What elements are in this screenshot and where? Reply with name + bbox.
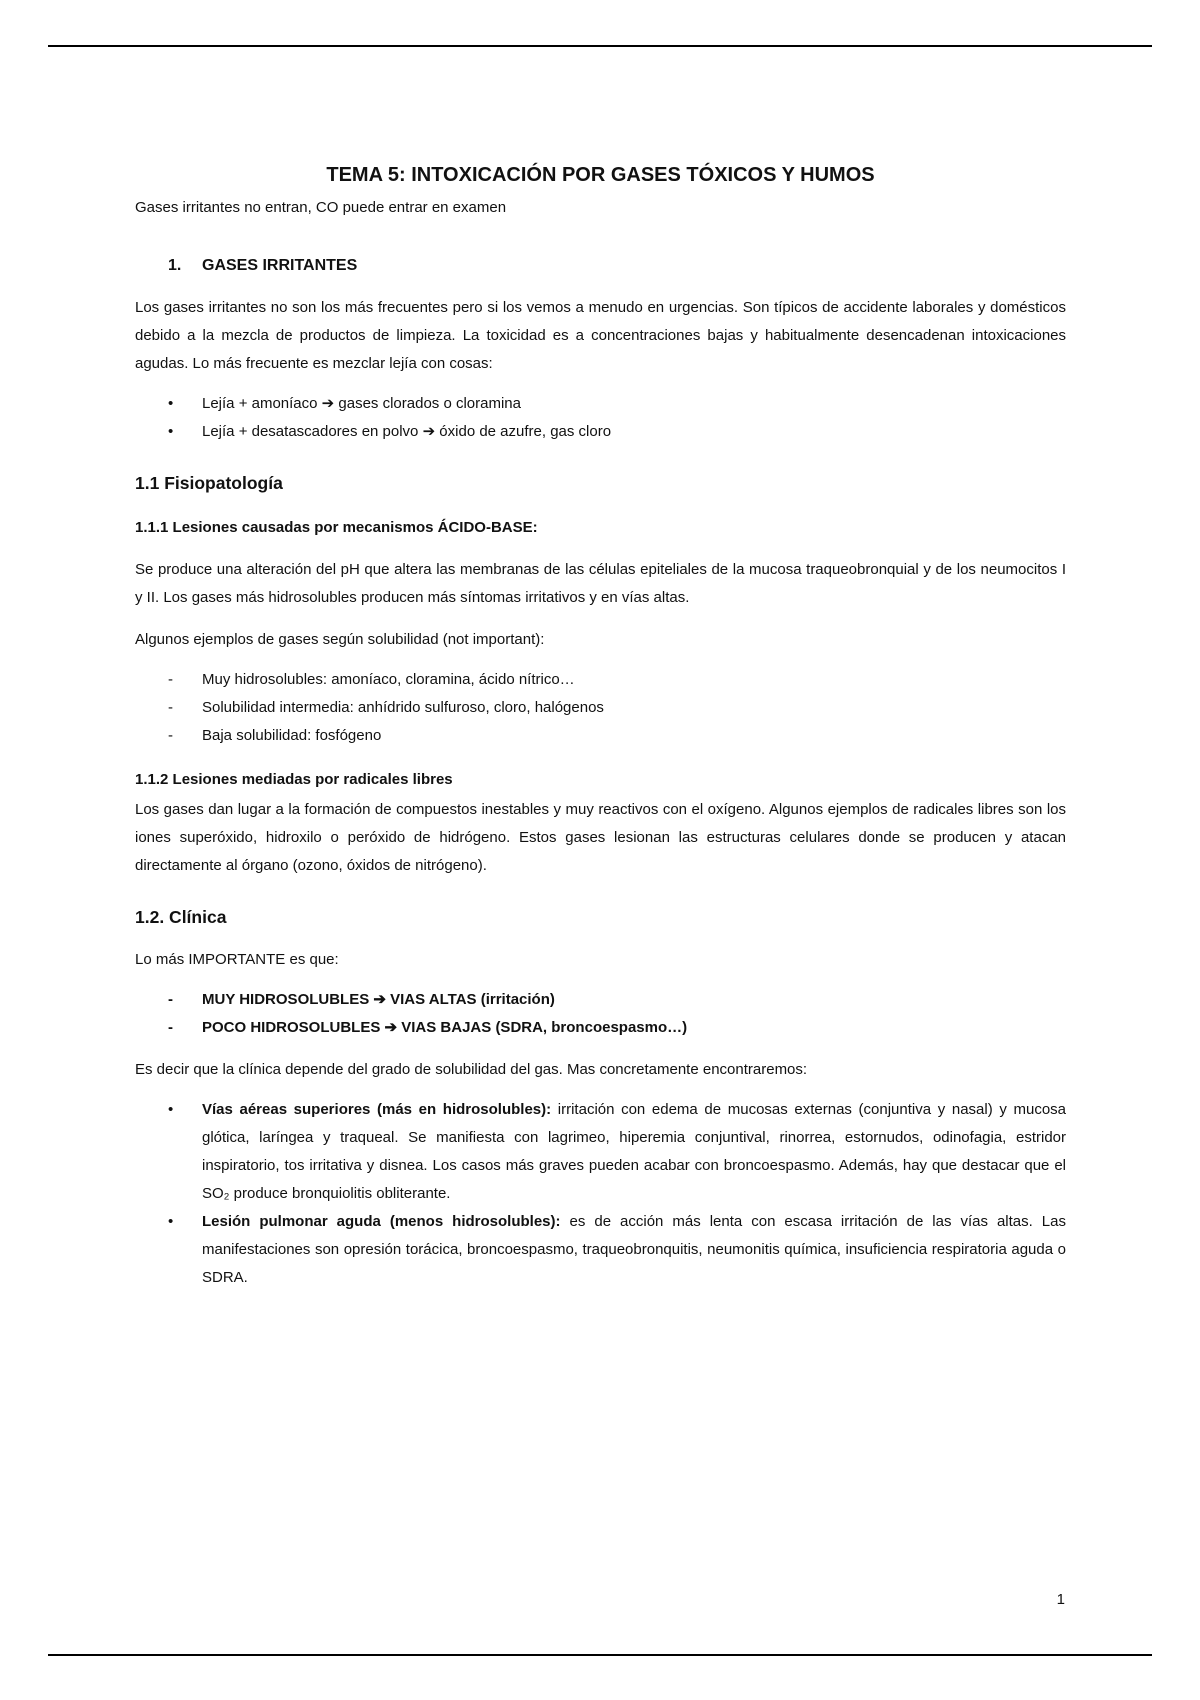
list-item-text: Lejía + desatascadores en polvo ➔ óxido de azufre, gas cloro xyxy=(202,423,612,440)
list-item xyxy=(135,1014,1066,1042)
list-item xyxy=(135,390,1066,418)
section-1-1-2-heading: 1.1.2 Lesiones mediadas por radicales libres xyxy=(135,771,453,788)
solubility-examples-intro: Algunos ejemplos de gases según solubilidad (not important): xyxy=(135,631,545,648)
section-1-1-1-heading: 1.1.1 Lesiones causadas por mecanismos ÁCIDO-BASE: xyxy=(135,519,538,536)
list-item xyxy=(135,722,1066,750)
bullet-list-mixtures xyxy=(135,390,1066,446)
list-item-text: Baja solubilidad: fosfógeno xyxy=(202,727,382,744)
list-item-lead: Lesión pulmonar aguda (menos hidrosolubles): xyxy=(202,1213,561,1230)
section-1-1-heading: 1.1 Fisiopatología xyxy=(135,473,283,493)
list-item-text: MUY HIDROSOLUBLES ➔ VIAS ALTAS (irritación) xyxy=(202,991,555,1008)
bullet-marker: • xyxy=(168,1213,174,1230)
subtitle-note: Gases irritantes no entran, CO puede entrar en examen xyxy=(135,199,507,216)
dash-marker: - xyxy=(168,991,173,1008)
header-rule xyxy=(48,45,1152,47)
section-1-number: 1. xyxy=(168,257,182,274)
section-1-2-heading: 1.2. Clínica xyxy=(135,907,227,927)
list-item xyxy=(135,1208,1066,1292)
dash-list-key-points xyxy=(135,986,1066,1042)
document-content xyxy=(135,160,1066,1292)
list-item-text: Lejía + amoníaco ➔ gases clorados o cloramina xyxy=(202,395,521,412)
list-item-text xyxy=(202,1096,1066,1208)
section-1-heading xyxy=(135,252,1066,280)
dash-marker: - xyxy=(168,699,173,716)
section-1-title: GASES IRRITANTES xyxy=(202,257,358,274)
dash-marker: - xyxy=(168,671,173,688)
list-item xyxy=(135,1096,1066,1208)
list-item-body: irritación con edema de mucosas externas (conjuntiva y nasal) y mucosa glótica, laríngea y traqueal. Se manifiesta con lagrimeo, hiperemia conjuntival, rinorrea, estornudos, odinofagia, estridor inspiratorio, tos irritativa y disnea. Los casos más graves pueden acabar con broncoespasmo. Además, hay que destacar que el SO₂ produce bronquiolitis obliterante. xyxy=(202,1101,1067,1202)
list-item-body: es de acción más lenta con escasa irritación de las vías altas. Las manifestaciones son opresión torácica, broncoespasmo, traqueobronquitis, neumonitis química, insuficiencia respiratoria aguda o SDRA. xyxy=(202,1213,1066,1286)
bullet-marker: • xyxy=(168,395,174,412)
dash-marker: - xyxy=(168,1019,173,1036)
list-item-text: POCO HIDROSOLUBLES ➔ VIAS BAJAS (SDRA, broncoespasmo…) xyxy=(202,1019,688,1036)
bullet-list-clinic xyxy=(135,1096,1066,1292)
bullet-marker: • xyxy=(168,423,174,440)
dash-marker: - xyxy=(168,727,173,744)
list-item xyxy=(135,666,1066,694)
bullet-marker: • xyxy=(168,1101,174,1118)
clinic-detail-paragraph: Es decir que la clínica depende del grado de solubilidad del gas. Mas concretamente encontraremos: xyxy=(135,1061,808,1078)
list-item-lead: Vías aéreas superiores (más en hidrosolubles): xyxy=(202,1101,552,1118)
section-1-intro-paragraph: Los gases irritantes no son los más frecuentes pero si los vemos a menudo en urgencias. Son típicos de accidente laborales y domésticos debido a la mezcla de productos de limpieza. La toxicidad es a concentraciones bajas y habitualmente desencadenan intoxicaciones agudas. Lo más frecuente es mezclar lejía con cosas: xyxy=(135,299,1066,372)
page-number: 1 xyxy=(1056,1591,1065,1608)
list-item xyxy=(135,694,1066,722)
list-item-text: Muy hidrosolubles: amoníaco, cloramina, ácido nítrico… xyxy=(202,671,575,688)
list-item-text xyxy=(202,1208,1066,1292)
list-item-text: Solubilidad intermedia: anhídrido sulfuroso, cloro, halógenos xyxy=(202,699,604,716)
free-radicals-paragraph: Los gases dan lugar a la formación de compuestos inestables y muy reactivos con el oxígeno. Algunos ejemplos de radicales libres son los iones superóxido, hidroxilo o peróxido de hidrógeno. Estos gases lesionan las estructuras celulares donde se producen y atacan directamente al órgano (ozono, óxidos de nitrógeno). xyxy=(135,801,1066,874)
clinic-intro-paragraph: Lo más IMPORTANTE es que: xyxy=(135,951,339,968)
list-item xyxy=(135,418,1066,446)
acid-base-paragraph: Se produce una alteración del pH que altera las membranas de las células epiteliales de la mucosa traqueobronquial y de los neumocitos I y II. Los gases más hidrosolubles producen más síntomas irritativos y en vías altas. xyxy=(135,561,1066,606)
list-item xyxy=(135,986,1066,1014)
footer-rule xyxy=(48,1654,1152,1656)
document-title: TEMA 5: INTOXICACIÓN POR GASES TÓXICOS Y HUMOS xyxy=(326,164,875,186)
dash-list-solubility xyxy=(135,666,1066,750)
